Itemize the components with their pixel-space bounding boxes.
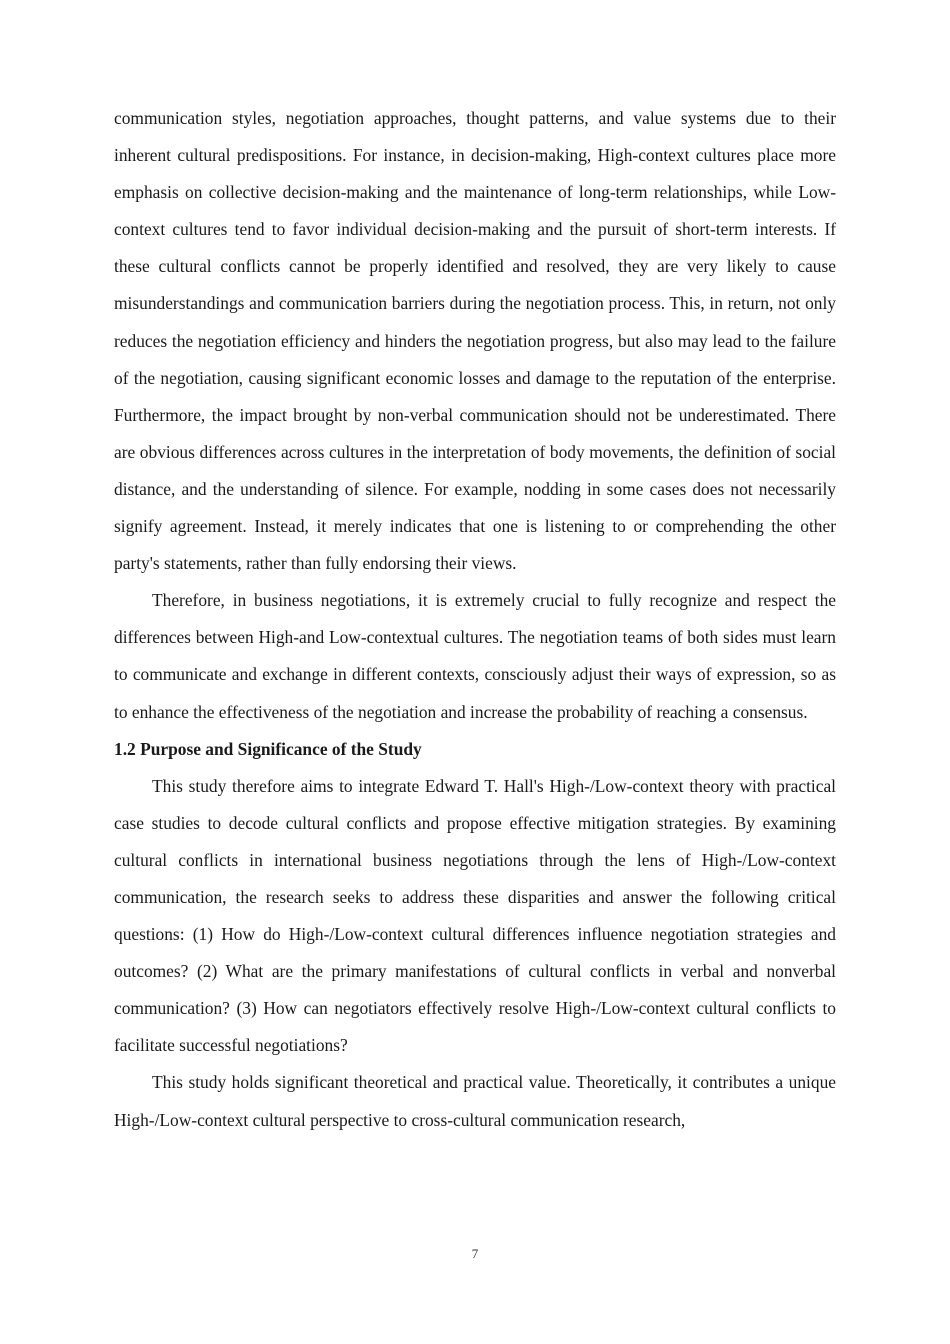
body-paragraph-therefore: Therefore, in business negotiations, it is extremely crucial to fully recognize and respect the differences between High-and Low-contextual cultures. The negotiation teams of both sides must learn to communicate and exchange in different contexts, consciously adjust their ways of expression, so as to enhance the effectiveness of the negotiation and increase the probability of reaching a consensus. — [114, 590, 836, 722]
section-heading: 1.2 Purpose and Significance of the Study — [114, 738, 422, 759]
body-paragraph-significance: This study holds significant theoretical and practical value. Theoretically, it contributes a unique High-/Low-context cultural perspective to cross-cultural communication research, — [114, 1072, 836, 1130]
page-number: 7 — [471, 1246, 479, 1261]
body-paragraph-continuation: communication styles, negotiation approaches, thought patterns, and value systems due to their inherent cultural predispositions. For instance, in decision-making, High-context cultures place more emphasis on collective decision-making and the maintenance of long-term relationships, while Low-context cultures tend to favor individual decision-making and the pursuit of short-term interests. If these cultural conflicts cannot be properly identified and resolved, they are very likely to cause misunderstandings and communication barriers during the negotiation process. This, in return, not only reduces the negotiation efficiency and hinders the negotiation progress, but also may lead to the failure of the negotiation, causing significant economic losses and damage to the reputation of the enterprise. Furthermore, the impact brought by non-verbal communication should not be underestimated. There are obvious differences across cultures in the interpretation of body movements, the definition of social distance, and the understanding of silence. For example, nodding in some cases does not necessarily signify agreement. Instead, it merely indicates that one is listening to or comprehending the other party's statements, rather than fully endorsing their views. — [114, 108, 836, 574]
document-page — [114, 100, 836, 1139]
body-paragraph-purpose: This study therefore aims to integrate Edward T. Hall's High-/Low-context theory with practical case studies to decode cultural conflicts and propose effective mitigation strategies. By examining cultural conflicts in international business negotiations through the lens of High-/Low-context communication, the research seeks to address these disparities and answer the following critical questions: (1) How do High-/Low-context cultural differences influence negotiation strategies and outcomes? (2) What are the primary manifestations of cultural conflicts in verbal and nonverbal communication? (3) How can negotiators effectively resolve High-/Low-context cultural conflicts to facilitate successful negotiations? — [114, 775, 836, 1056]
